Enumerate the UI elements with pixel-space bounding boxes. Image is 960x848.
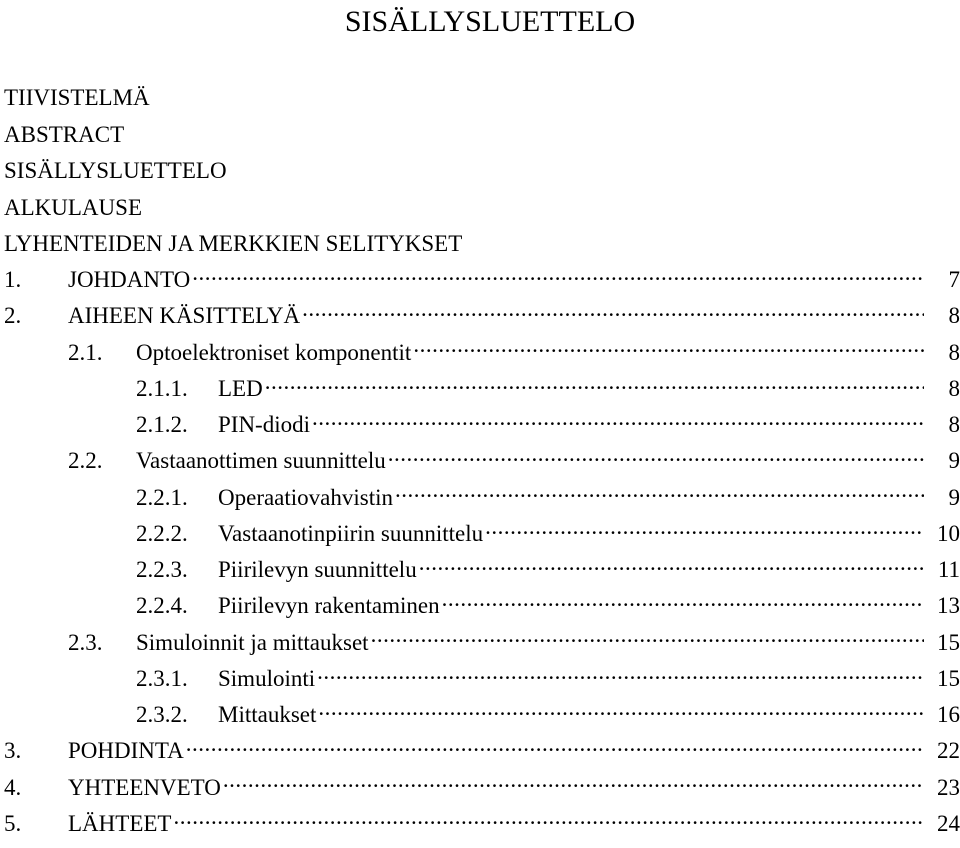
toc-dot-leader <box>395 482 924 505</box>
toc-entry-page: 23 <box>937 774 960 800</box>
front-matter-item: ABSTRACT <box>4 121 125 147</box>
toc-entry-title: Vastaanotinpiirin suunnittelu <box>218 520 484 546</box>
toc-dot-leader <box>312 409 924 432</box>
toc-dot-leader <box>371 627 924 650</box>
toc-entry-page: 15 <box>937 665 960 691</box>
toc-entry-number: 2.1.1. <box>136 375 188 401</box>
toc-entry-number: 2.2.1. <box>136 484 188 510</box>
toc-entry-page: 16 <box>937 702 960 727</box>
front-matter-item: TIIVISTELMÄ <box>4 85 150 110</box>
toc-entry-title: AIHEEN KÄSITTELYÄ <box>68 303 301 329</box>
toc-entry-title: Optoelektroniset komponentit <box>136 339 412 365</box>
toc-entry-number: 2.2.2. <box>136 520 188 546</box>
toc-entry-page: 8 <box>948 412 960 437</box>
toc-entry-page: 10 <box>937 520 960 546</box>
toc-entry-title: JOHDANTO <box>68 267 191 292</box>
toc-entry-page: 22 <box>937 738 960 764</box>
front-matter-list <box>4 80 462 263</box>
toc-entry <box>0 733 960 769</box>
toc-list <box>0 262 960 842</box>
toc-entry-number: 2. <box>4 303 22 329</box>
toc-dot-leader <box>317 663 924 686</box>
toc-dot-leader <box>302 300 924 323</box>
toc-entry <box>0 443 960 479</box>
toc-entry-page: 8 <box>948 339 960 365</box>
toc-entry-number: 2.1.2. <box>136 412 188 437</box>
toc-entry <box>0 661 960 697</box>
toc-dot-leader <box>223 772 924 795</box>
toc-dot-leader <box>265 373 924 396</box>
toc-entry-number: 2.2. <box>68 448 103 474</box>
toc-entry <box>0 335 960 371</box>
toc-dot-leader <box>419 554 924 577</box>
toc-entry-number: 2.2.3. <box>136 557 188 582</box>
toc-entry <box>0 552 960 588</box>
toc-entry-page: 13 <box>937 593 960 619</box>
front-matter-item: LYHENTEIDEN JA MERKKIEN SELITYKSET <box>4 231 463 256</box>
toc-entry-number: 4. <box>4 774 22 800</box>
toc-entry-page: 8 <box>948 303 960 329</box>
toc-dot-leader <box>186 735 924 758</box>
toc-entry-page: 24 <box>937 810 960 836</box>
toc-entry <box>0 480 960 516</box>
toc-entry-number: 2.3.1. <box>136 665 188 691</box>
toc-dot-leader <box>318 699 924 722</box>
toc-entry-page: 9 <box>948 484 960 510</box>
toc-entry <box>0 371 960 407</box>
toc-entry-page: 11 <box>937 557 960 582</box>
toc-entry-title: Simulointi <box>218 665 316 691</box>
toc-dot-leader <box>485 518 924 541</box>
toc-dot-leader <box>413 337 924 360</box>
toc-entry-title: YHTEENVETO <box>68 774 221 800</box>
toc-entry <box>0 516 960 552</box>
toc-entry <box>0 625 960 661</box>
toc-entry-title: LED <box>218 375 263 401</box>
page-title: SISÄLLYSLUETTELO <box>344 5 636 38</box>
toc-entry <box>0 588 960 624</box>
toc-entry <box>0 697 960 733</box>
toc-dot-leader <box>173 808 924 831</box>
toc-entry-page: 7 <box>948 267 960 292</box>
front-matter-item: ALKULAUSE <box>4 194 142 220</box>
toc-entry-title: LÄHTEET <box>68 810 172 836</box>
toc-entry <box>0 770 960 806</box>
toc-dot-leader <box>192 264 924 287</box>
toc-entry-title: POHDINTA <box>68 738 184 764</box>
toc-dot-leader <box>388 445 924 468</box>
toc-entry-number: 3. <box>4 738 22 764</box>
toc-entry-number: 2.3. <box>68 629 103 655</box>
toc-entry <box>0 806 960 842</box>
toc-entry-page: 9 <box>948 448 960 474</box>
toc-entry <box>0 407 960 443</box>
toc-dot-leader <box>442 590 924 613</box>
toc-entry-page: 8 <box>948 375 960 401</box>
toc-entry-title: Piirilevyn rakentaminen <box>218 593 440 619</box>
toc-entry-number: 2.3.2. <box>136 702 188 727</box>
front-matter-item: SISÄLLYSLUETTELO <box>4 158 227 183</box>
toc-entry <box>0 298 960 334</box>
toc-entry-number: 5. <box>4 810 22 836</box>
toc-entry-title: Operaatiovahvistin <box>218 484 394 510</box>
toc-entry-number: 1. <box>4 267 22 292</box>
toc-entry-title: Vastaanottimen suunnittelu <box>136 448 386 474</box>
toc-entry-title: Mittaukset <box>218 702 317 727</box>
toc-entry-title: PIN-diodi <box>218 412 310 437</box>
toc-entry <box>0 262 960 298</box>
toc-entry-title: Piirilevyn suunnittelu <box>218 557 417 582</box>
toc-entry-page: 15 <box>937 629 960 655</box>
toc-entry-number: 2.2.4. <box>136 593 188 619</box>
toc-entry-title: Simuloinnit ja mittaukset <box>136 629 369 655</box>
toc-entry-number: 2.1. <box>68 339 103 365</box>
